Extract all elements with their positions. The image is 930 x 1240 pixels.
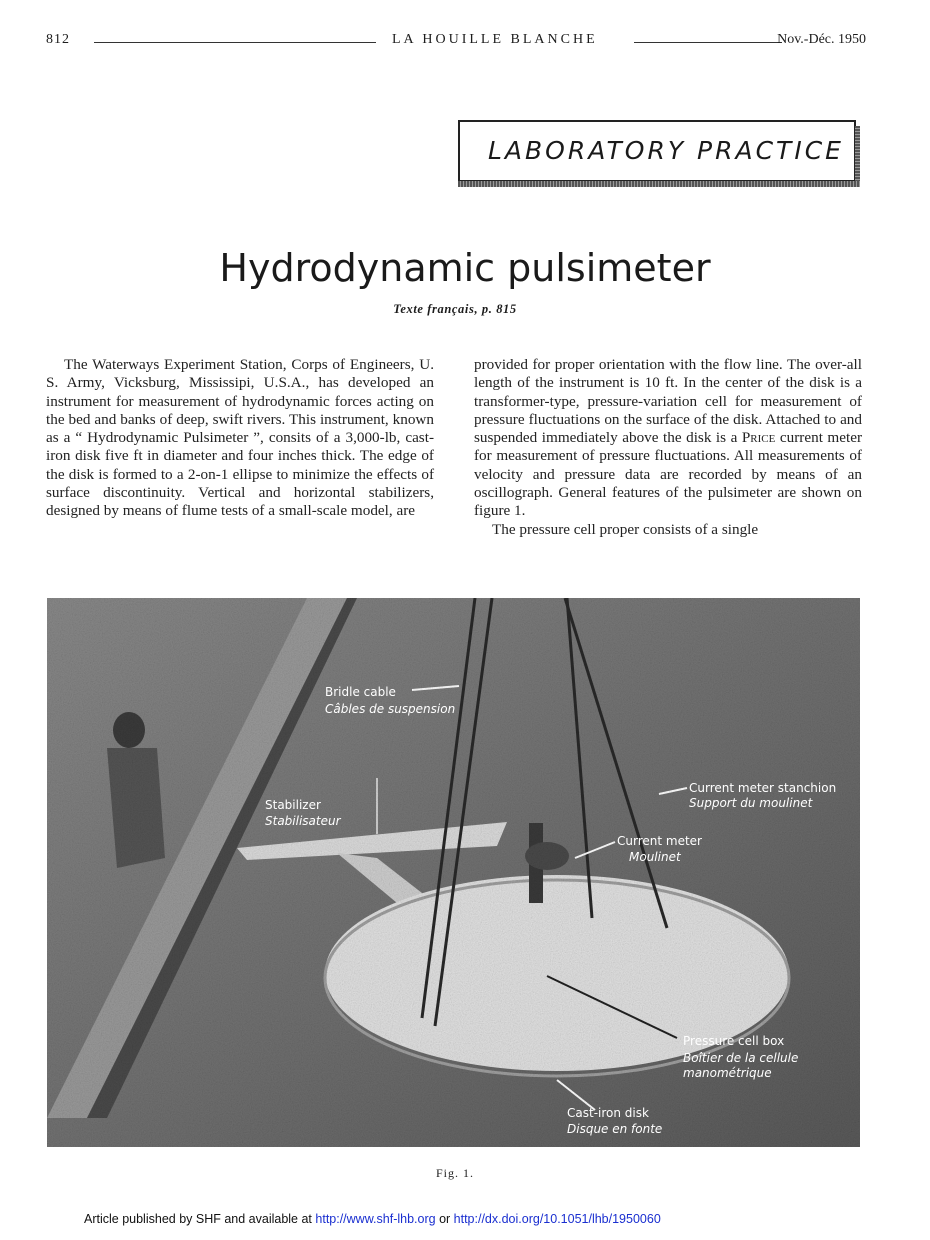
- shf-link[interactable]: http://www.shf-lhb.org: [315, 1212, 436, 1226]
- header-rule-right: [634, 42, 782, 43]
- body-column-right: [474, 356, 862, 539]
- current-meter: [525, 842, 569, 870]
- text-run: current meter for measurement of pressure fluctuations. All measurements of velocity and pressure data are recorded by means of an oscillograph. General features of the pulsimeter are shown on figure 1.: [474, 429, 863, 520]
- issue-date: Nov.-Déc. 1950: [777, 32, 866, 47]
- label-stabilizer-fr: Stabilisateur: [265, 814, 341, 828]
- body-column-left: [46, 356, 434, 521]
- photo-illustration: [47, 598, 860, 1147]
- footer-note: [84, 1212, 661, 1226]
- person-head: [113, 712, 145, 748]
- label-disk-en: Cast-iron disk: [567, 1106, 649, 1120]
- section-banner: [458, 120, 856, 182]
- label-stanchion-en: Current meter stanchion: [689, 781, 837, 795]
- paragraph-1: The Waterways Experiment Station, Corps of Engineers, U. S. Army, Vicksburg, Mississipi, U.S.A., has developed an instrument for measurement of hydrodynamic forces acting on the bed and banks of deep, swift rivers. This instrument, known as a “ Hydrodynamic Pulsimeter ”, consits of a 3,000-lb, cast-iron disk five ft in diameter and four inches thick. The edge of the disk is formed to a 2-on-1 ellipse to minimize the effects of surface discontinuity. Vertical and horizontal stabilizers, designed by means of flume tests of a small-scale model, are: [46, 356, 434, 520]
- figure-photo: [47, 598, 860, 1147]
- footer-middle: or: [435, 1212, 454, 1226]
- footer-prefix: Article published by SHF and available at: [84, 1212, 316, 1226]
- section-title: LABORATORY PRACTICE: [488, 136, 844, 165]
- label-stabilizer-en: Stabilizer: [265, 798, 321, 812]
- header-rule-left: [94, 42, 376, 43]
- article-subtitle: Texte français, p. 815: [393, 302, 517, 316]
- figure-caption: Fig. 1.: [435, 1166, 474, 1180]
- label-cell-en: Pressure cell box: [683, 1034, 785, 1048]
- label-bridle-en: Bridle cable: [325, 685, 396, 699]
- label-bridle-fr: Câbles de suspension: [325, 702, 456, 716]
- person-body: [107, 748, 165, 868]
- label-cell-fr-1: Boîtier de la cellule: [683, 1051, 799, 1065]
- label-meter-en: Current meter: [617, 834, 702, 848]
- paragraph-1-continued: [474, 356, 862, 521]
- label-meter-fr: Moulinet: [629, 850, 681, 864]
- doi-link[interactable]: http://dx.doi.org/10.1051/lhb/1950060: [453, 1212, 661, 1226]
- paragraph-2: The pressure cell proper consists of a single: [492, 520, 759, 538]
- article-title: Hydrodynamic pulsimeter: [219, 246, 711, 290]
- label-cell-fr-2: manométrique: [683, 1066, 772, 1080]
- journal-name: LA HOUILLE BLANCHE: [392, 32, 598, 47]
- label-stanchion-fr: Support du moulinet: [689, 796, 813, 810]
- price-smallcaps: Price: [741, 429, 776, 447]
- text-run: provided for proper orientation with the flow line. The over-all length of the instrument is 10 ft. In the center of the disk is a transformer-type, pressure-variation cell for measurement of pressure fluctuations on the surface of the disk. Attached to and suspended immediately above the disk is a: [474, 356, 862, 447]
- page-number: 812: [46, 32, 70, 47]
- label-disk-fr: Disque en fonte: [567, 1122, 663, 1136]
- running-header: [46, 32, 866, 54]
